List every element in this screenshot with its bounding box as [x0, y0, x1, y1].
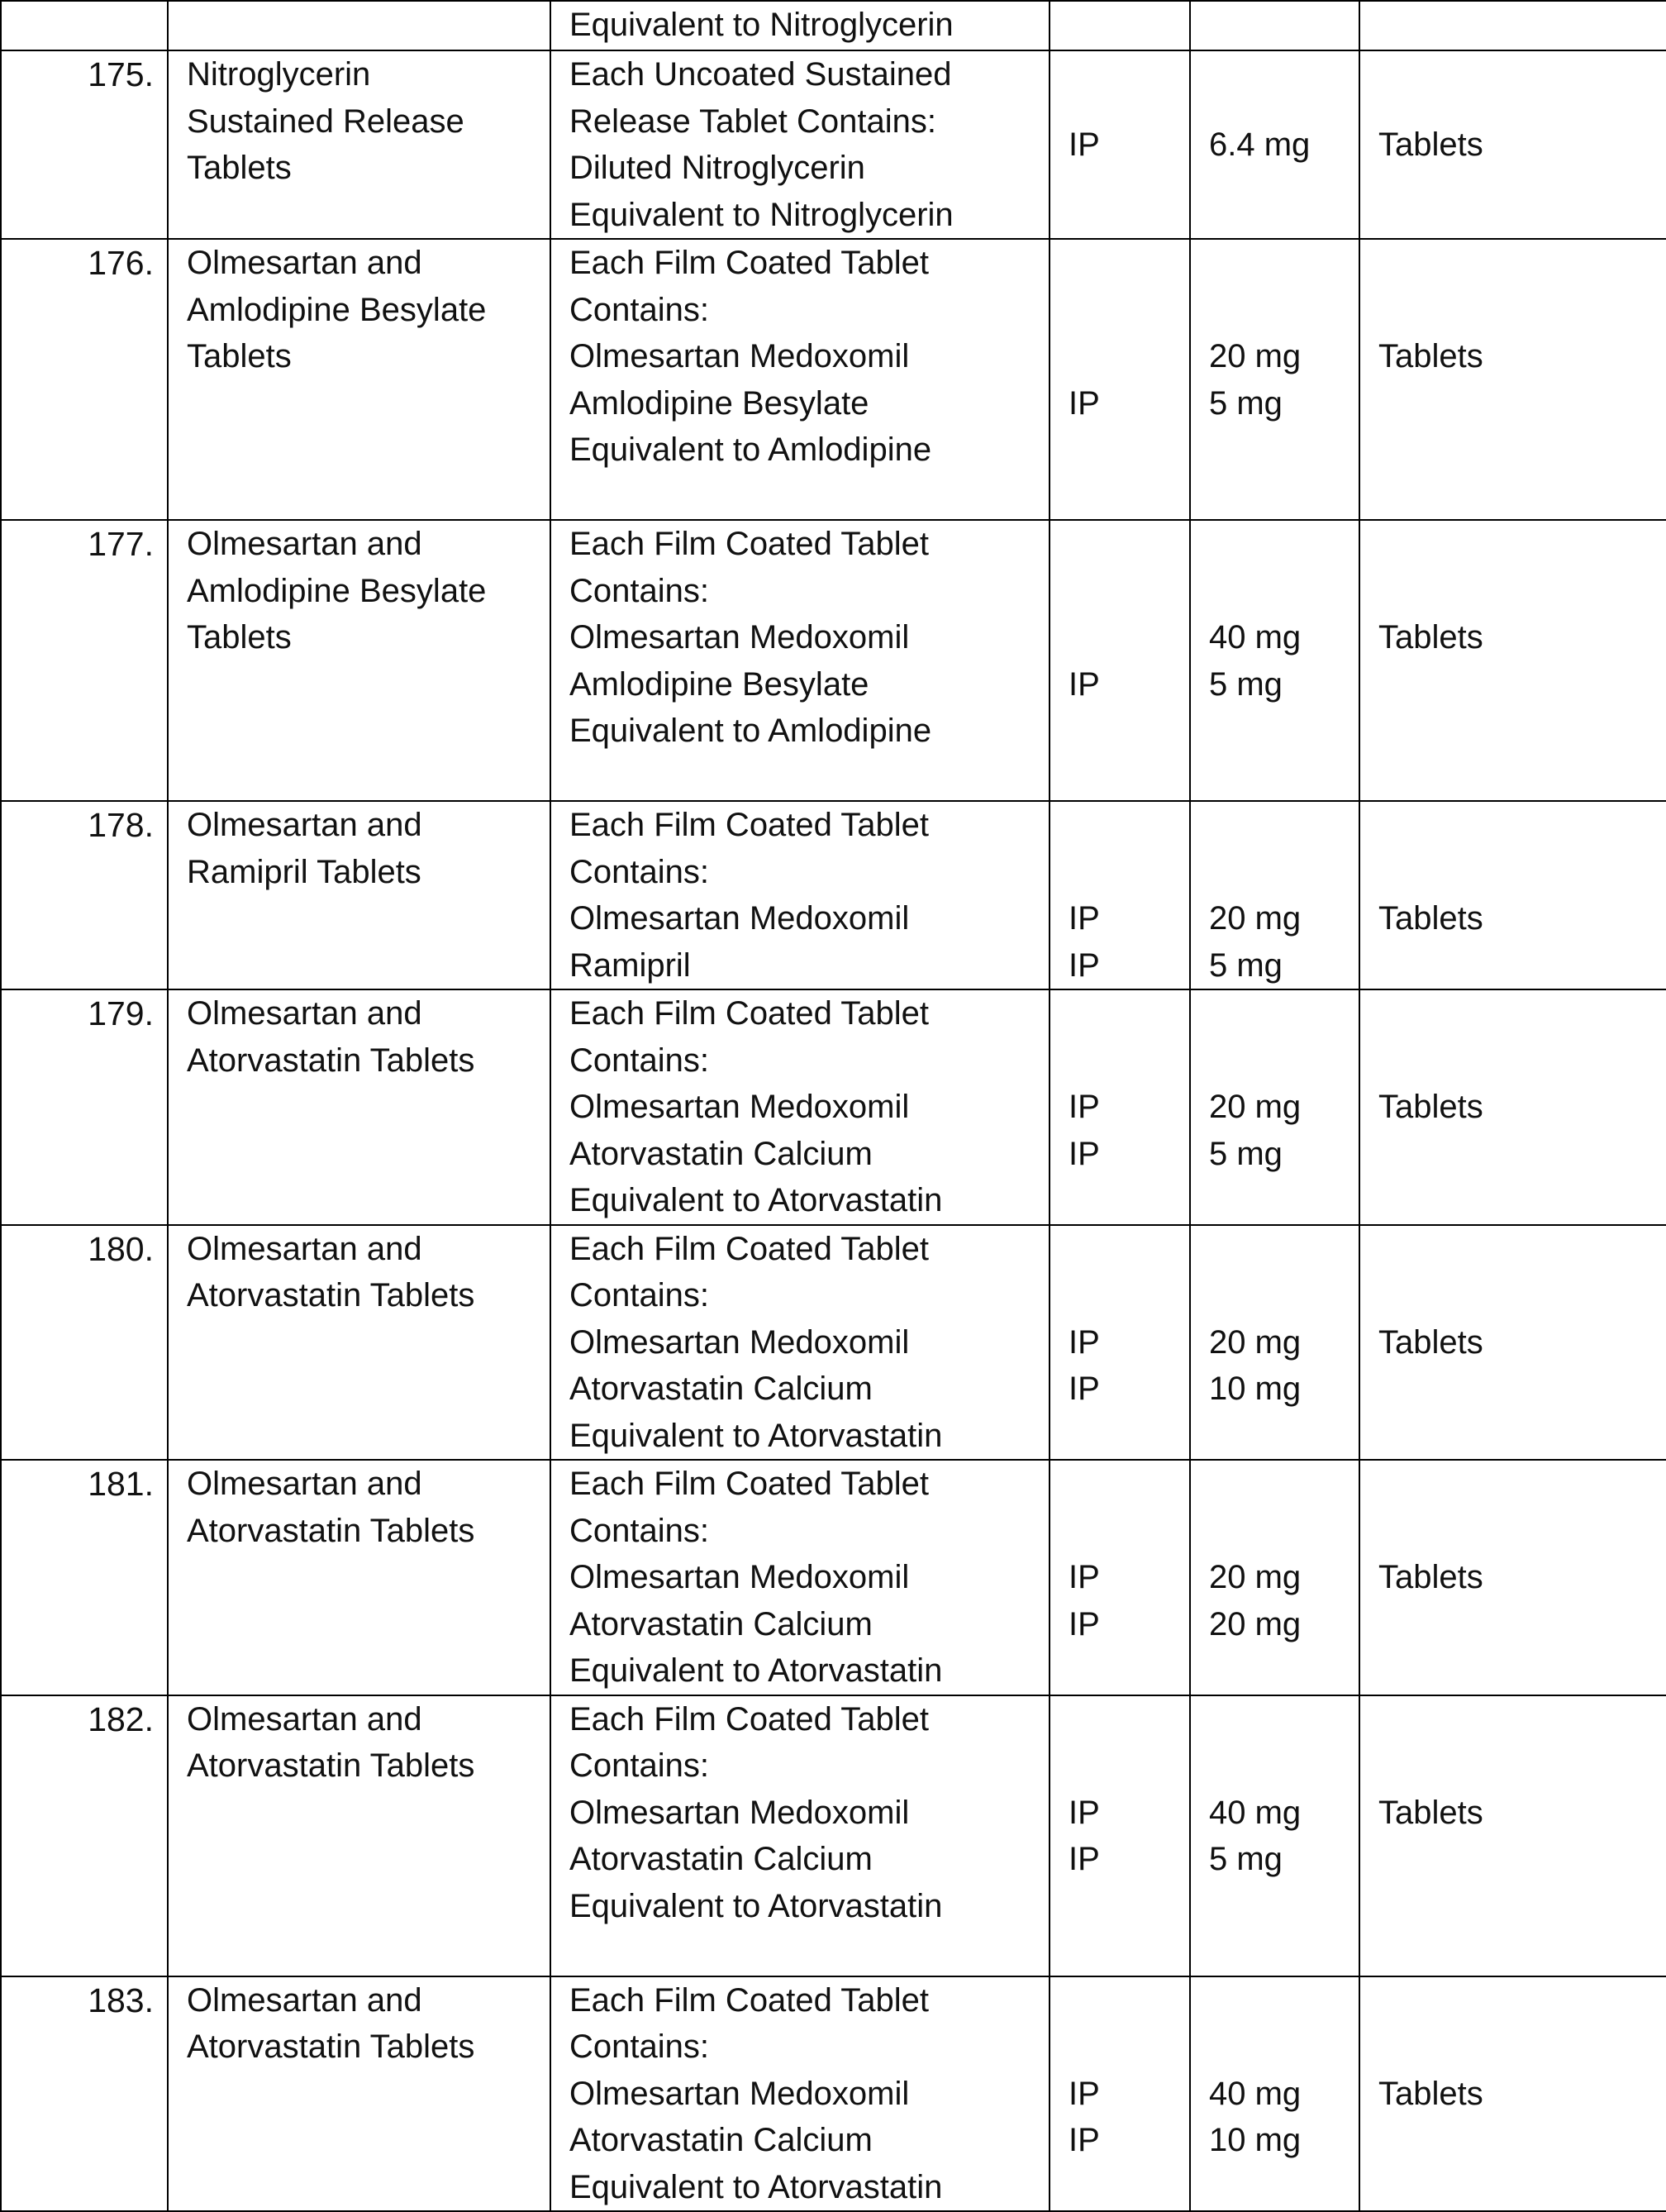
standard-cell — [1050, 1, 1190, 50]
strength-cell: 20 mg 10 mg — [1190, 1225, 1359, 1461]
composition-cell: Equivalent to Nitroglycerin — [550, 1, 1050, 50]
standard-cell: IP IP — [1050, 1695, 1190, 1976]
strength-cell — [1190, 1, 1359, 50]
serial-number-cell: 182. — [1, 1695, 168, 1976]
strength-cell: 20 mg 5 mg — [1190, 801, 1359, 989]
table-row — [1, 239, 1666, 520]
product-name-cell: Nitroglycerin Sustained Release Tablets — [168, 50, 550, 239]
strength-cell: 40 mg 10 mg — [1190, 1976, 1359, 2212]
dosage-form-cell: Tablets — [1359, 1225, 1666, 1461]
dosage-form-cell: Tablets — [1359, 520, 1666, 801]
product-name-cell: Olmesartan and Amlodipine Besylate Tablets — [168, 520, 550, 801]
product-name-cell: Olmesartan and Atorvastatin Tablets — [168, 1460, 550, 1695]
standard-cell: IP IP — [1050, 1225, 1190, 1461]
strength-cell: 6.4 mg — [1190, 50, 1359, 239]
dosage-form-cell — [1359, 1, 1666, 50]
strength-cell: 40 mg 5 mg — [1190, 1695, 1359, 1976]
table-row — [1, 1695, 1666, 1976]
table-row — [1, 989, 1666, 1225]
table-row — [1, 50, 1666, 239]
composition-cell: Each Film Coated Tablet Contains: Olmesartan Medoxomil Atorvastatin Calcium Equivalent to Atorvastatin — [550, 1976, 1050, 2212]
composition-cell: Each Film Coated Tablet Contains: Olmesartan Medoxomil Ramipril — [550, 801, 1050, 989]
dosage-form-cell: Tablets — [1359, 801, 1666, 989]
serial-number-cell: 177. — [1, 520, 168, 801]
product-name-cell: Olmesartan and Atorvastatin Tablets — [168, 1695, 550, 1976]
table-row — [1, 801, 1666, 989]
serial-number-cell: 178. — [1, 801, 168, 989]
serial-number-cell: 176. — [1, 239, 168, 520]
table-row — [1, 1460, 1666, 1695]
composition-cell: Each Film Coated Tablet Contains: Olmesartan Medoxomil Atorvastatin Calcium Equivalent to Atorvastatin — [550, 1225, 1050, 1461]
strength-cell: 20 mg 5 mg — [1190, 239, 1359, 520]
serial-number-cell: 175. — [1, 50, 168, 239]
table-row — [1, 1, 1666, 50]
serial-number-cell: 179. — [1, 989, 168, 1225]
table-row — [1, 1225, 1666, 1461]
dosage-form-cell: Tablets — [1359, 50, 1666, 239]
serial-number-cell: 180. — [1, 1225, 168, 1461]
composition-cell: Each Uncoated Sustained Release Tablet Contains: Diluted Nitroglycerin Equivalent to Nitroglycerin — [550, 50, 1050, 239]
strength-cell: 20 mg 20 mg — [1190, 1460, 1359, 1695]
dosage-form-cell: Tablets — [1359, 1695, 1666, 1976]
strength-cell: 40 mg 5 mg — [1190, 520, 1359, 801]
table-row — [1, 1976, 1666, 2212]
dosage-form-cell: Tablets — [1359, 1460, 1666, 1695]
dosage-form-cell: Tablets — [1359, 989, 1666, 1225]
standard-cell: IP — [1050, 520, 1190, 801]
composition-cell: Each Film Coated Tablet Contains: Olmesartan Medoxomil Amlodipine Besylate Equivalent to Amlodipine — [550, 520, 1050, 801]
composition-cell: Each Film Coated Tablet Contains: Olmesartan Medoxomil Atorvastatin Calcium Equivalent to Atorvastatin — [550, 1695, 1050, 1976]
product-name-cell: Olmesartan and Atorvastatin Tablets — [168, 989, 550, 1225]
product-name-cell — [168, 1, 550, 50]
standard-cell: IP IP — [1050, 801, 1190, 989]
composition-cell: Each Film Coated Tablet Contains: Olmesartan Medoxomil Atorvastatin Calcium Equivalent to Atorvastatin — [550, 1460, 1050, 1695]
composition-cell: Each Film Coated Tablet Contains: Olmesartan Medoxomil Atorvastatin Calcium Equivalent to Atorvastatin — [550, 989, 1050, 1225]
standard-cell: IP — [1050, 239, 1190, 520]
serial-number-cell: 181. — [1, 1460, 168, 1695]
standard-cell: IP — [1050, 50, 1190, 239]
strength-cell: 20 mg 5 mg — [1190, 989, 1359, 1225]
composition-cell: Each Film Coated Tablet Contains: Olmesartan Medoxomil Amlodipine Besylate Equivalent to Amlodipine — [550, 239, 1050, 520]
dosage-form-cell: Tablets — [1359, 239, 1666, 520]
dosage-form-cell: Tablets — [1359, 1976, 1666, 2212]
product-name-cell: Olmesartan and Atorvastatin Tablets — [168, 1976, 550, 2212]
serial-number-cell: 183. — [1, 1976, 168, 2212]
standard-cell: IP IP — [1050, 989, 1190, 1225]
standard-cell: IP IP — [1050, 1976, 1190, 2212]
product-name-cell: Olmesartan and Atorvastatin Tablets — [168, 1225, 550, 1461]
serial-number-cell — [1, 1, 168, 50]
product-name-cell: Olmesartan and Amlodipine Besylate Tablets — [168, 239, 550, 520]
standard-cell: IP IP — [1050, 1460, 1190, 1695]
table-row — [1, 520, 1666, 801]
product-name-cell: Olmesartan and Ramipril Tablets — [168, 801, 550, 989]
